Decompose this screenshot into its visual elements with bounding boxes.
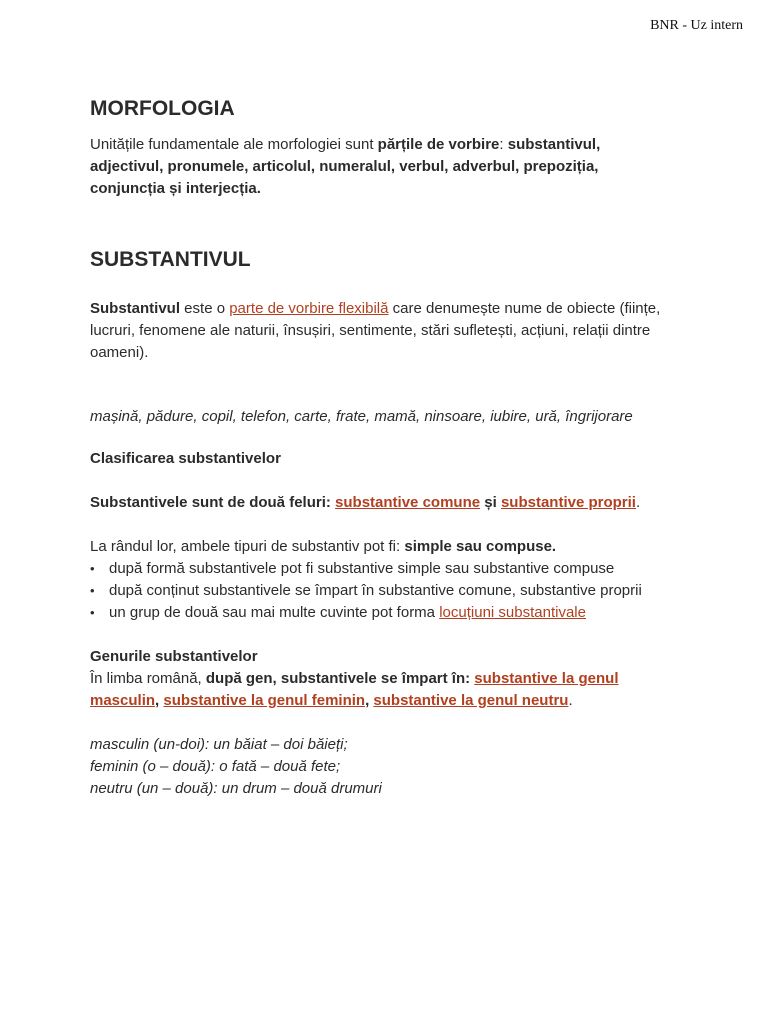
types-bold: simple sau compuse.: [404, 538, 557, 555]
def-bold: Substantivul: [90, 300, 181, 317]
genul-neutru-link[interactable]: substantive la genul neutru: [373, 692, 569, 709]
list-item: [90, 602, 675, 624]
document-body: [90, 96, 675, 800]
genurile-heading-text: Genurile substantivelor: [90, 648, 258, 665]
substantivul-examples: mașină, pădure, copil, telefon, carte, frate, mamă, ninsoare, iubire, ură, îngrijorare: [90, 408, 633, 425]
types-bullet-list: [90, 558, 675, 624]
intro-colon: :: [499, 136, 508, 153]
genurile-prefix: În limba română,: [90, 670, 206, 687]
intro-bold-list: substantivul, adjectivul, pronumele, articolul, numeralul, verbul, adverbul, prepoziția, conjuncția și interjecția.: [90, 136, 601, 197]
clasificarea-bold: Substantivele sunt de două feluri:: [90, 494, 336, 511]
bullet3-text: un grup de două sau mai multe cuvinte pot forma: [109, 604, 440, 621]
substantive-proprii-link[interactable]: substantive proprii: [500, 494, 636, 511]
document-header-label: BNR - Uz intern: [650, 18, 743, 33]
substantive-comune-link[interactable]: substantive comune: [335, 494, 481, 511]
genurile-end: .: [568, 692, 573, 709]
genurile-bold: după gen, substantivele se împart în:: [205, 670, 475, 687]
genurile-examples: [90, 734, 675, 800]
genurile-sentence: [90, 668, 675, 712]
intro-bold-term: părțile de vorbire: [377, 136, 500, 153]
clasificarea-conj: și: [480, 494, 501, 511]
substantivul-definition: [90, 298, 675, 364]
intro-prefix: Unitățile fundamentale ale morfologiei sunt: [90, 136, 378, 153]
list-item: • după formă substantivele pot fi substantive simple sau substantive compuse: [90, 558, 675, 580]
list-item: • după conținut substantivele se împart în substantive comune, substantive proprii: [90, 580, 675, 602]
clasificarea-sentence: [90, 492, 675, 514]
genurile-heading: [90, 646, 675, 668]
morfologia-title: MORFOLOGIA: [90, 97, 235, 120]
clasificarea-heading: [90, 448, 675, 470]
substantivul-title: SUBSTANTIVUL: [90, 248, 251, 271]
types-text: La rândul lor, ambele tipuri de substantiv pot fi:: [90, 538, 405, 555]
genurile-sep-1: ,: [155, 692, 164, 709]
example-neutru: neutru (un – două): un drum – două drumuri: [90, 780, 382, 797]
clasificarea-end: .: [635, 494, 641, 511]
types-sentence: [90, 536, 675, 558]
genul-masculin-link[interactable]: substantive la genul masculin: [90, 670, 619, 709]
parte-de-vorbire-link[interactable]: parte de vorbire flexibilă: [229, 300, 389, 317]
def-text-1: este o: [180, 300, 230, 317]
clasificarea-heading-text: Clasificarea substantivelor: [90, 450, 281, 467]
example-masculin: masculin (un-doi): un băiat – doi băieți;: [90, 736, 348, 753]
def-text-2: care denumește nume de obiecte (ființe, lucruri, fenomene ale naturii, însușiri, sentimente, stări sufletești, acțiuni, relații dintre oameni).: [90, 300, 661, 361]
locutiuni-substantivale-link[interactable]: locuțiuni substantivale: [439, 604, 586, 621]
example-feminin: feminin (o – două): o fată – două fete;: [90, 758, 341, 775]
genul-feminin-link[interactable]: substantive la genul feminin: [163, 692, 366, 709]
morfologia-intro: [90, 134, 675, 200]
genurile-sep-2: ,: [365, 692, 374, 709]
